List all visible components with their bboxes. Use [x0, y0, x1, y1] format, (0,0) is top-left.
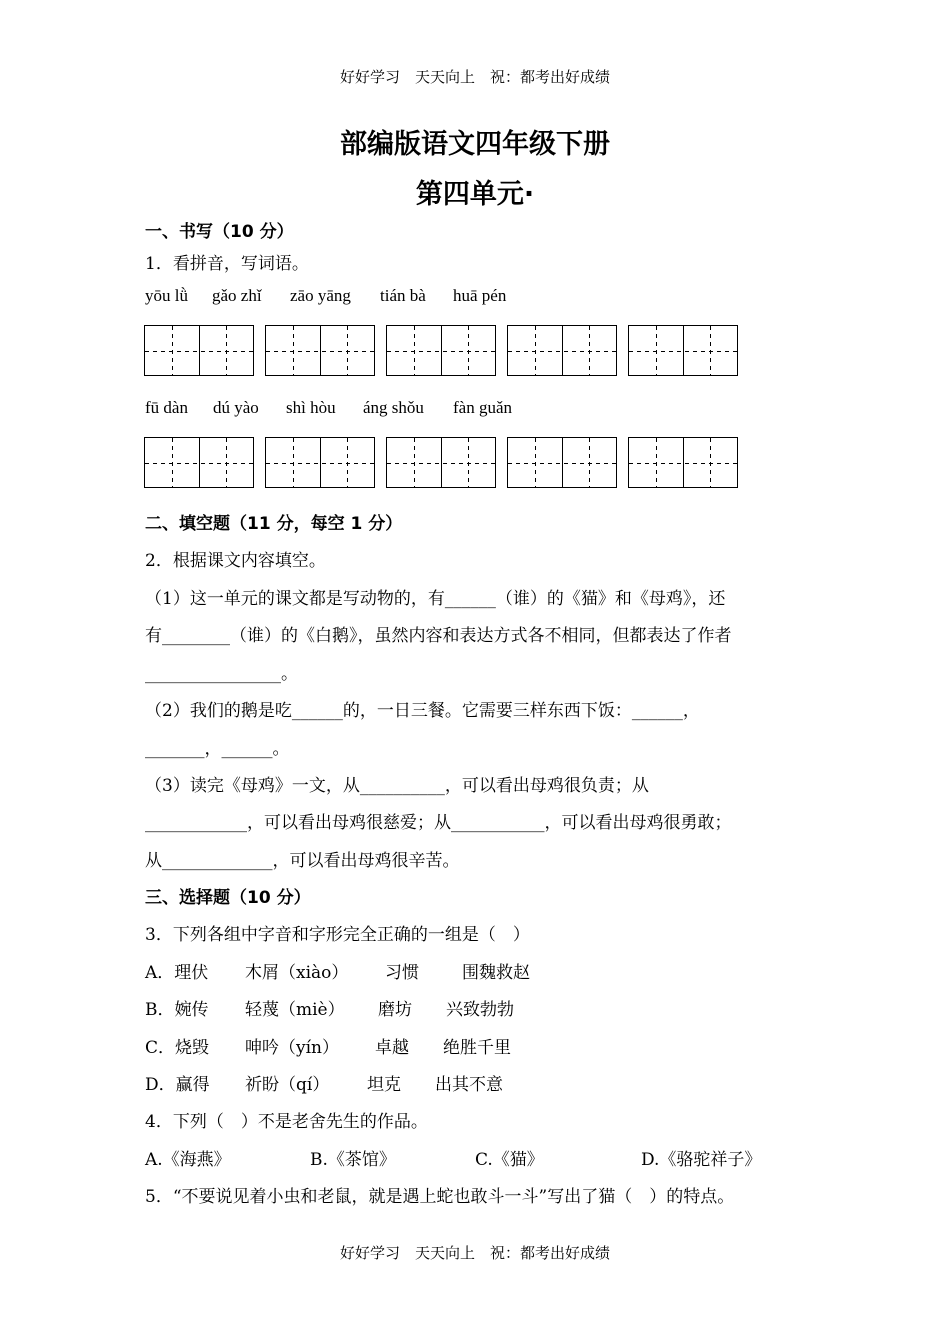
pinyin-item: dú yào — [213, 398, 259, 417]
question-5: 5．“不要说见着小虫和老鼠，就是遇上蛇也敢斗一斗”写出了猫（ ）的特点。 — [145, 1187, 735, 1207]
q4-option-d[interactable]: D.《骆驼祥子》 — [641, 1150, 762, 1170]
pinyin-item: fū dàn — [145, 398, 188, 417]
option-text: 祈盼（qí） — [245, 1075, 330, 1095]
option-text: 木屑（xiào） — [245, 963, 349, 983]
fill-line: _______，______。 — [145, 739, 290, 759]
option-text: 绝胜千里 — [443, 1038, 511, 1058]
q4-option-b[interactable]: B.《茶馆》 — [310, 1150, 396, 1170]
pinyin-item: fàn guǎn — [453, 398, 513, 417]
question-4: 4．下列（ ）不是老舍先生的作品。 — [145, 1112, 428, 1132]
option-text: 出其不意 — [435, 1075, 503, 1095]
page-subtitle: 第四单元· — [415, 179, 535, 210]
page-footer: 好好学习 天天向上 祝：都考出好成绩 — [339, 1244, 610, 1262]
option-text: D．赢得 — [145, 1075, 210, 1095]
fill-line: ____________，可以看出母鸡很慈爱；从___________，可以看出母鸡很勇敢； — [145, 813, 732, 833]
option-text: 磨坊 — [378, 1000, 412, 1020]
option-text: 呻吟（yín） — [245, 1038, 339, 1058]
fill-line: ________________。 — [145, 664, 298, 684]
pinyin-item: zāo yāng — [290, 286, 351, 305]
q4-option-a[interactable]: A.《海燕》 — [145, 1150, 231, 1170]
option-text: 轻蔑（miè） — [245, 1000, 345, 1020]
fill-line: （2）我们的鹅是吃______的，一日三餐。它需要三样东西下饭：______， — [145, 701, 700, 721]
writing-grid[interactable] — [265, 325, 375, 376]
section-3-heading: 三、选择题（10 分） — [145, 888, 311, 908]
writing-grid[interactable] — [628, 325, 738, 376]
question-2: 2．根据课文内容填空。 — [145, 551, 326, 571]
pinyin-item: tián bà — [380, 286, 426, 305]
option-text: C．烧毁 — [145, 1038, 210, 1058]
option-text: A．理伏 — [145, 963, 209, 983]
writing-grid[interactable] — [507, 325, 617, 376]
fill-line: （1）这一单元的课文都是写动物的，有______（谁）的《猫》和《母鸡》，还 — [145, 589, 726, 609]
pinyin-item: yōu lǜ — [145, 286, 188, 305]
option-text: 习惯 — [385, 963, 419, 983]
writing-grid[interactable] — [386, 437, 496, 488]
option-text: B．婉传 — [145, 1000, 209, 1020]
writing-grid[interactable] — [265, 437, 375, 488]
option-text: 卓越 — [375, 1038, 409, 1058]
fill-line: （3）读完《母鸡》一文，从__________，可以看出母鸡很负责；从 — [145, 776, 649, 796]
option-text: 坦克 — [367, 1075, 401, 1095]
writing-grid[interactable] — [628, 437, 738, 488]
q4-option-c[interactable]: C.《猫》 — [475, 1150, 544, 1170]
question-1: 1．看拼音，写词语。 — [145, 254, 309, 274]
option-text: 围魏救赵 — [462, 963, 530, 983]
page-title: 部编版语文四年级下册 — [340, 129, 610, 160]
section-1-heading: 一、书写（10 分） — [145, 222, 294, 242]
question-3: 3．下列各组中字音和字形完全正确的一组是（ ） — [145, 925, 530, 945]
fill-line: 有________（谁）的《白鹅》，虽然内容和表达方式各不相同，但都表达了作者 — [145, 626, 732, 646]
writing-grid[interactable] — [507, 437, 617, 488]
pinyin-item: gǎo zhǐ — [212, 286, 262, 305]
writing-grid[interactable] — [144, 437, 254, 488]
writing-grid[interactable] — [144, 325, 254, 376]
writing-grid[interactable] — [386, 325, 496, 376]
section-2-heading: 二、填空题（11 分，每空 1 分） — [145, 514, 403, 534]
option-text: 兴致勃勃 — [446, 1000, 514, 1020]
pinyin-item: áng shǒu — [363, 398, 424, 417]
pinyin-item: huā pén — [453, 286, 507, 305]
page-header: 好好学习 天天向上 祝：都考出好成绩 — [339, 68, 610, 86]
pinyin-item: shì hòu — [286, 398, 336, 417]
fill-line: 从_____________，可以看出母鸡很辛苦。 — [145, 851, 460, 871]
